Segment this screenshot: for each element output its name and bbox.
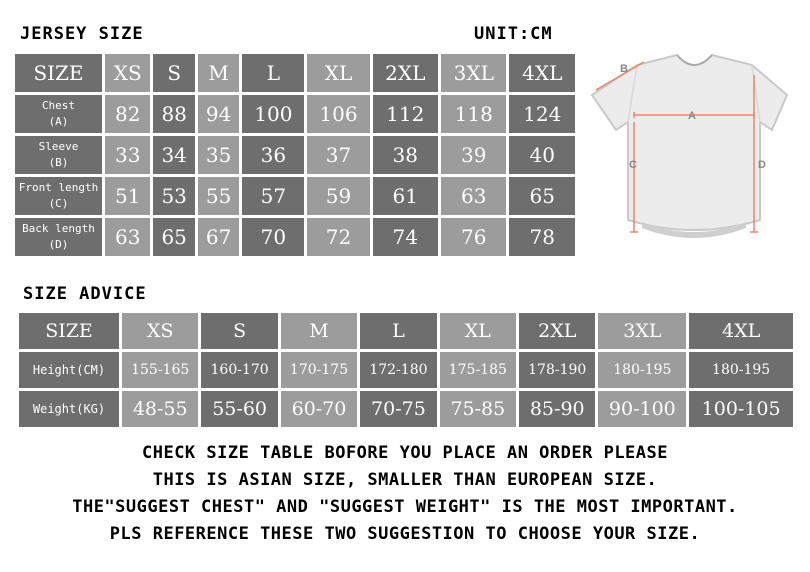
value-cell: 76: [441, 218, 506, 256]
value-cell: 178-190: [519, 352, 595, 388]
diagram-label-d: D: [758, 159, 766, 171]
value-cell: 118: [441, 95, 506, 133]
header-cell: S: [153, 54, 194, 92]
header-cell: M: [198, 54, 239, 92]
row-label: Weight(KG): [19, 391, 119, 427]
row-label: Chest (A): [15, 95, 102, 133]
value-cell: 90-100: [598, 391, 686, 427]
value-cell: 48-55: [122, 391, 198, 427]
value-cell: 60-70: [281, 391, 357, 427]
value-cell: 94: [198, 95, 239, 133]
row-label: Back length (D): [15, 218, 102, 256]
note-line: THIS IS ASIAN SIZE, SMALLER THAN EUROPEAN SIZE.: [152, 470, 658, 490]
value-cell: 55-60: [201, 391, 277, 427]
header-cell: L: [360, 313, 436, 349]
header-cell: L: [242, 54, 304, 92]
value-cell: 160-170: [201, 352, 277, 388]
note-line: THE"SUGGEST CHEST" AND "SUGGEST WEIGHT" IS THE MOST IMPORTANT.: [72, 497, 738, 517]
value-cell: 70: [242, 218, 304, 256]
value-cell: 82: [105, 95, 150, 133]
header-cell: 3XL: [598, 313, 686, 349]
value-cell: 37: [307, 136, 369, 174]
header-cell: S: [201, 313, 277, 349]
header-cell: XS: [122, 313, 198, 349]
table-row: [15, 136, 575, 174]
header-cell: XS: [105, 54, 150, 92]
jersey-outline-icon: [592, 55, 787, 238]
value-cell: 70-75: [360, 391, 436, 427]
value-cell: 180-195: [598, 352, 686, 388]
header-cell: 3XL: [441, 54, 506, 92]
header-cell: 2XL: [519, 313, 595, 349]
value-cell: 36: [242, 136, 304, 174]
value-cell: 124: [509, 95, 575, 133]
value-cell: 72: [307, 218, 369, 256]
value-cell: 100: [242, 95, 304, 133]
value-cell: 63: [441, 177, 506, 215]
table-row: [15, 177, 575, 215]
value-cell: 63: [105, 218, 150, 256]
header-cell: XL: [307, 54, 369, 92]
value-cell: 55: [198, 177, 239, 215]
value-cell: 65: [509, 177, 575, 215]
value-cell: 33: [105, 136, 150, 174]
value-cell: 65: [153, 218, 194, 256]
size-notes: [0, 440, 810, 548]
diagram-label-c: C: [629, 159, 637, 171]
header-cell: 4XL: [689, 313, 793, 349]
table-row: [15, 95, 575, 133]
note-line: CHECK SIZE TABLE BOFORE YOU PLACE AN ORDER PLEASE: [141, 443, 668, 463]
header-cell: SIZE: [15, 54, 102, 92]
value-cell: 38: [373, 136, 438, 174]
value-cell: 155-165: [122, 352, 198, 388]
header-cell: M: [281, 313, 357, 349]
diagram-label-b: B: [620, 63, 628, 75]
value-cell: 75-85: [440, 391, 516, 427]
row-label: Sleeve (B): [15, 136, 102, 174]
header-cell: SIZE: [19, 313, 119, 349]
size-advice-title: SIZE ADVICE: [23, 284, 147, 304]
value-cell: 61: [373, 177, 438, 215]
value-cell: 34: [153, 136, 194, 174]
value-cell: 53: [153, 177, 194, 215]
jersey-header-row: [15, 54, 575, 92]
table-row: [19, 352, 793, 388]
row-label: Height(CM): [19, 352, 119, 388]
value-cell: 51: [105, 177, 150, 215]
jersey-size-table: [12, 51, 578, 259]
value-cell: 59: [307, 177, 369, 215]
value-cell: 112: [373, 95, 438, 133]
value-cell: 40: [509, 136, 575, 174]
value-cell: 39: [441, 136, 506, 174]
jersey-measurement-diagram: [582, 50, 802, 245]
header-cell: 2XL: [373, 54, 438, 92]
jersey-size-title: JERSEY SIZE: [20, 24, 144, 44]
value-cell: 35: [198, 136, 239, 174]
value-cell: 57: [242, 177, 304, 215]
value-cell: 180-195: [689, 352, 793, 388]
advice-header-row: [19, 313, 793, 349]
value-cell: 170-175: [281, 352, 357, 388]
value-cell: 67: [198, 218, 239, 256]
value-cell: 88: [153, 95, 194, 133]
value-cell: 106: [307, 95, 369, 133]
size-advice-table: [16, 310, 796, 430]
header-cell: XL: [440, 313, 516, 349]
value-cell: 85-90: [519, 391, 595, 427]
diagram-label-a: A: [688, 110, 696, 122]
table-row: [15, 218, 575, 256]
value-cell: 172-180: [360, 352, 436, 388]
value-cell: 175-185: [440, 352, 516, 388]
value-cell: 78: [509, 218, 575, 256]
value-cell: 74: [373, 218, 438, 256]
value-cell: 100-105: [689, 391, 793, 427]
note-line: PLS REFERENCE THESE TWO SUGGESTION TO CHOOSE YOUR SIZE.: [109, 524, 701, 544]
unit-label: UNIT:CM: [474, 24, 553, 44]
header-cell: 4XL: [509, 54, 575, 92]
table-row: [19, 391, 793, 427]
row-label: Front length (C): [15, 177, 102, 215]
